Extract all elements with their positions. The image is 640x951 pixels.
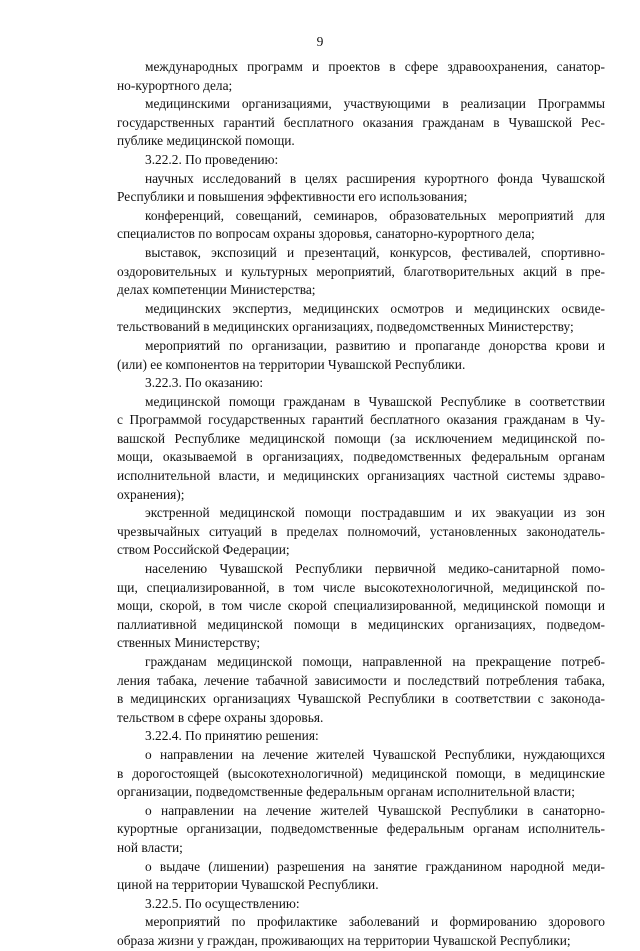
text-line: публике медицинской помощи. (117, 133, 295, 149)
text-line: о направлении на лечение жителей Чувашской Республики в санаторно- (145, 802, 605, 818)
text-line: о направлении на лечение жителей Чувашской Республики, нуждающихся (145, 746, 605, 762)
text-line: щи, специализированной, в том числе высокотехнологичной, медицинской по- (117, 579, 605, 595)
page-number: 9 (316, 34, 324, 49)
text-line: (или) ее компонентов на территории Чувашской Республики. (117, 356, 466, 372)
text-line: чрезвычайных ситуаций в пределах полномочий, установленных законодатель- (117, 523, 605, 539)
text-line: 3.22.5. По осуществлению: (145, 895, 300, 911)
text-line: специалистов по вопросам охраны здоровья, санаторно-курортного дела; (117, 226, 535, 242)
text-line: мощи, оказываемой в организациях, подведомственных федеральным органам (117, 449, 605, 465)
text-line: выставок, экспозиций и презентаций, конкурсов, фестивалей, спортивно- (145, 244, 605, 260)
text-line: ственных Министерству; (117, 635, 261, 651)
text-line: оздоровительных и культурных мероприятий, благотворительных акций в пре- (117, 263, 605, 279)
text-line: государственных гарантий бесплатного оказания гражданам в Чувашской Рес- (117, 114, 605, 130)
text-line: медицинских экспертиз, медицинских осмотров и медицинских освиде- (145, 300, 605, 316)
text-line: в дорогостоящей (высокотехнологичной) медицинской помощи, в медицинские (117, 765, 605, 781)
text-line: гражданам медицинской помощи, направленной на прекращение потреб- (145, 654, 605, 669)
text-line: о выдаче (лишении) разрешения на занятие гражданином народной меди- (145, 858, 605, 874)
text-line: мощи, скорой, в том числе скорой специализированной, медицинской помощи и (117, 598, 605, 614)
text-line: ления табака, лечение табачной зависимости и последствий потребления табака, (117, 672, 605, 688)
text-line: ством Российской Федерации; (117, 542, 290, 558)
text-line: 3.22.4. По принятию решения: (145, 728, 319, 744)
text-line: 3.22.3. По оказанию: (145, 375, 264, 391)
text-line: в медицинских организациях Чувашской Республики в соответствии с законода- (117, 691, 605, 707)
text-line: паллиативной медицинской помощи в медицинских организациях, подведом- (117, 616, 605, 632)
text-line: исполнительной власти, и медицинских организациях частной системы здраво- (117, 468, 605, 484)
text-line: экстренной медицинской помощи пострадавшим и их эвакуации из зон (145, 505, 605, 521)
text-line: медицинской помощи гражданам в Чувашской Республике в соответствии (145, 393, 605, 409)
document-body (117, 58, 605, 951)
text-line: конференций, совещаний, семинаров, образовательных мероприятий для (145, 207, 605, 223)
text-line: образа жизни у граждан, проживающих на территории Чувашской Республики; (117, 932, 571, 948)
text-line: международных программ и проектов в сфере здравоохранения, санатор- (145, 59, 605, 74)
text-line: тельством в сфере охраны здоровья. (117, 709, 324, 725)
text-line: циной на территории Чувашской Республики. (117, 877, 379, 893)
text-line: но-курортного дела; (117, 77, 233, 93)
text-line: медицинскими организациями, участвующими в реализации Программы (145, 96, 605, 112)
text-line: мероприятий по организации, развитию и пропаганде донорства крови и (145, 337, 605, 353)
text-line: охранения); (117, 486, 185, 502)
text-line: мероприятий по профилактике заболеваний и формированию здорового (145, 914, 605, 930)
text-line: тельствований в медицинских организациях, подведомственных Министерству; (117, 319, 574, 335)
text-line: курортные организации, подведомственные федеральным органам исполнитель- (117, 821, 605, 837)
text-line: ной власти; (117, 839, 183, 855)
text-line: делах компетенции Министерства; (117, 282, 316, 298)
text-line: 3.22.2. По проведению: (145, 151, 279, 167)
text-line: вашской Республике медицинской помощи (за исключением медицинской по- (117, 430, 605, 446)
text-line: научных исследований в целях расширения курортного фонда Чувашской (145, 170, 605, 186)
text-line: организации, подведомственные федеральным органам исполнительной власти; (117, 784, 575, 800)
text-line: с Программой государственных гарантий бесплатного оказания гражданам в Чу- (117, 412, 605, 428)
text-line: населению Чувашской Республики первичной медико-санитарной помо- (145, 561, 605, 577)
text-line: Республики и повышения эффективности его использования; (117, 189, 468, 205)
